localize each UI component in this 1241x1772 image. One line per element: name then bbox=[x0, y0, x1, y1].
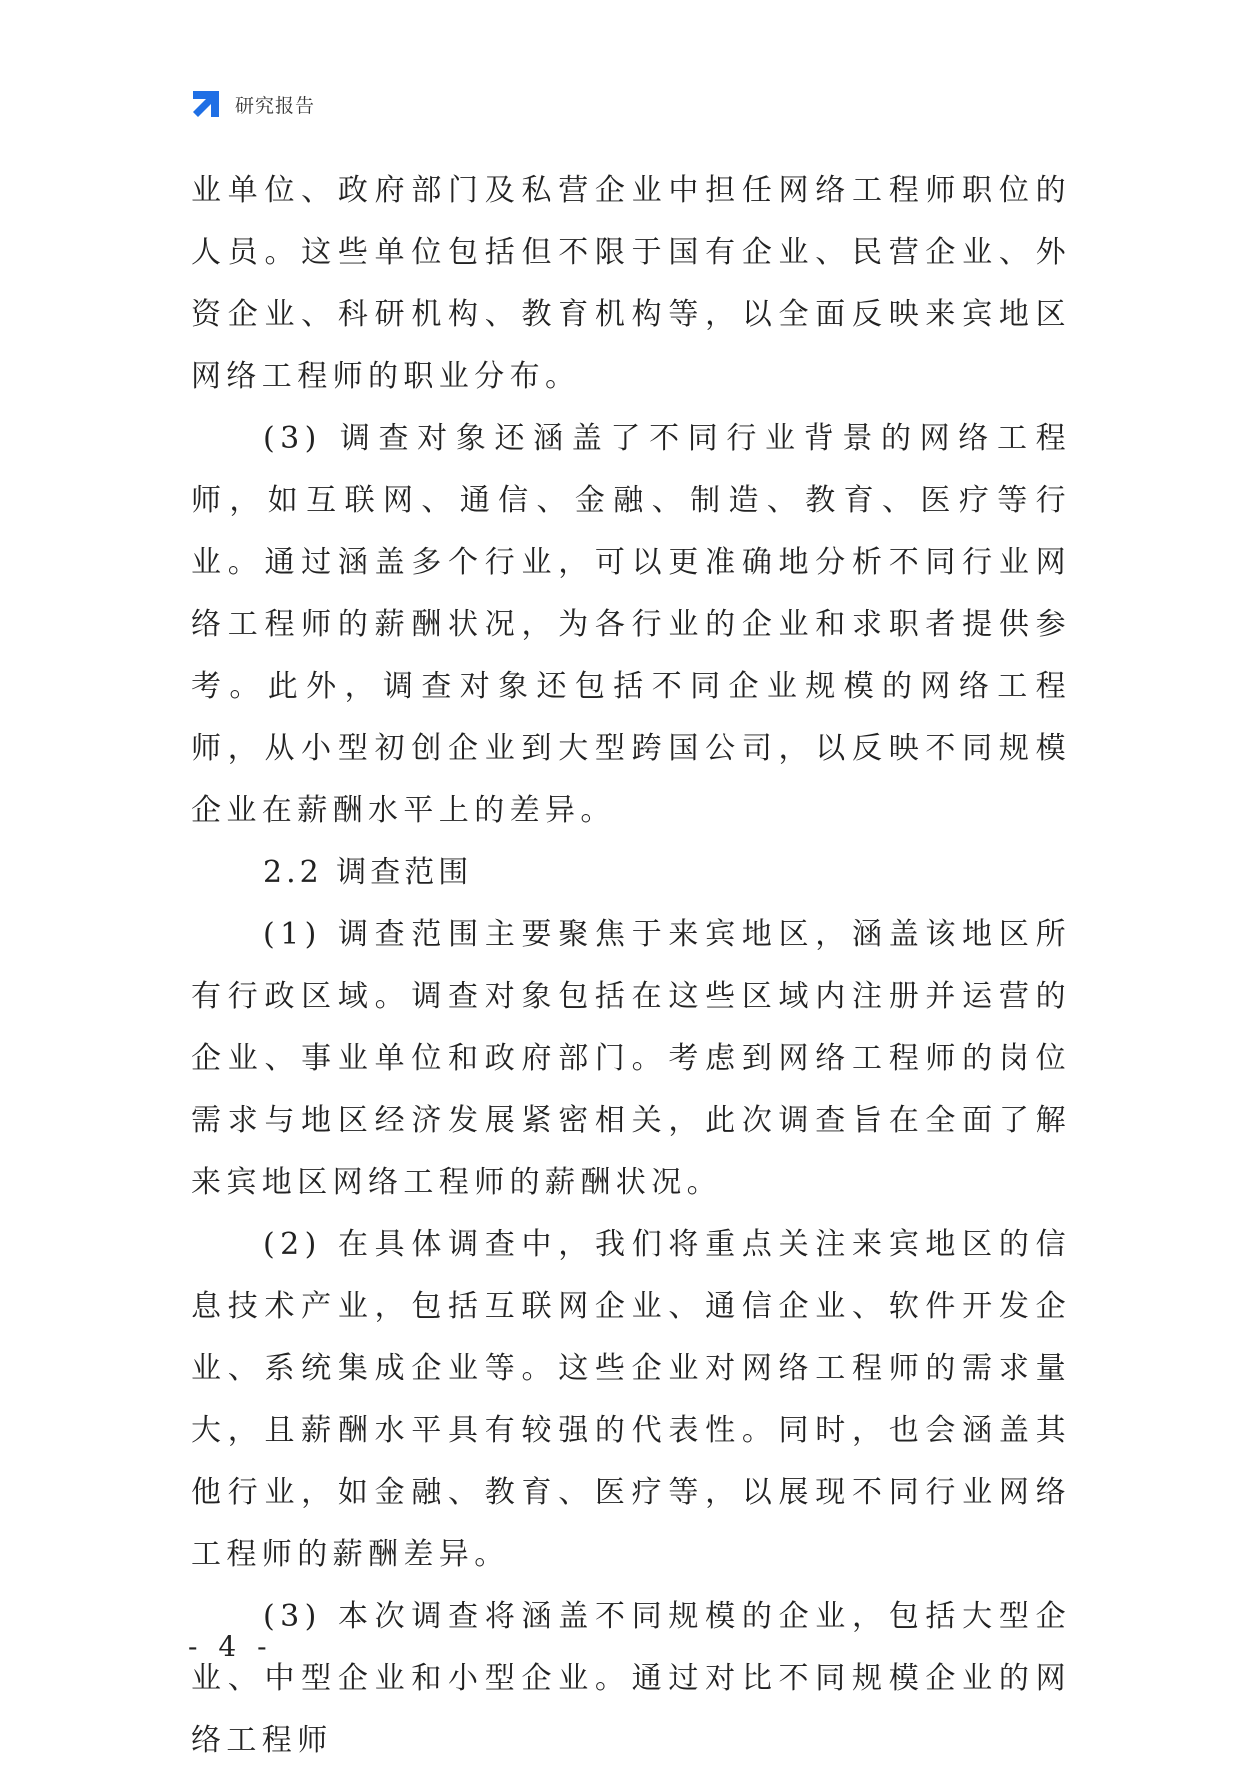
arrow-up-right-icon bbox=[189, 87, 223, 121]
paragraph-scope-2: (2) 在具体调查中，我们将重点关注来宾地区的信息技术产业，包括互联网企业、通信企业、软件开发企业、系统集成企业等。这些企业对网络工程师的需求量大，且薪酬水平具有较强的代表性。同时，也会涵盖其他行业，如金融、教育、医疗等，以展现不同行业网络工程师的薪酬差异。 bbox=[191, 1227, 1071, 1572]
report-header bbox=[189, 86, 315, 122]
paragraph-scope-1: (1) 调查范围主要聚焦于来宾地区，涵盖该地区所有行政区域。调查对象包括在这些区域内注册并运营的企业、事业单位和政府部门。考虑到网络工程师的岗位需求与地区经济发展紧密相关，此次调查旨在全面了解来宾地区网络工程师的薪酬状况。 bbox=[191, 917, 1071, 1200]
brand-label: 研究报告 bbox=[235, 94, 316, 117]
section-heading: 2.2 调查范围 bbox=[263, 855, 473, 890]
paragraph-scope-3: (3) 本次调查将涵盖不同规模的企业，包括大型企业、中型企业和小型企业。通过对比不同规模企业的网络工程师 bbox=[191, 1599, 1071, 1758]
page-number: - 4 - bbox=[188, 1630, 273, 1663]
paragraph-survey-industries: (3) 调查对象还涵盖了不同行业背景的网络工程师，如互联网、通信、金融、制造、教育、医疗等行业。通过涵盖多个行业，可以更准确地分析不同行业网络工程师的薪酬状况，为各行业的企业和求职者提供参考。此外，调查对象还包括不同企业规模的网络工程师，从小型初创企业到大型跨国公司，以反映不同规模企业在薪酬水平上的差异。 bbox=[191, 421, 1071, 828]
paragraph-continuation: 业单位、政府部门及私营企业中担任网络工程师职位的人员。这些单位包括但不限于国有企业、民营企业、外资企业、科研机构、教育机构等，以全面反映来宾地区网络工程师的职业分布。 bbox=[191, 173, 1071, 394]
document-body bbox=[191, 160, 1071, 1772]
